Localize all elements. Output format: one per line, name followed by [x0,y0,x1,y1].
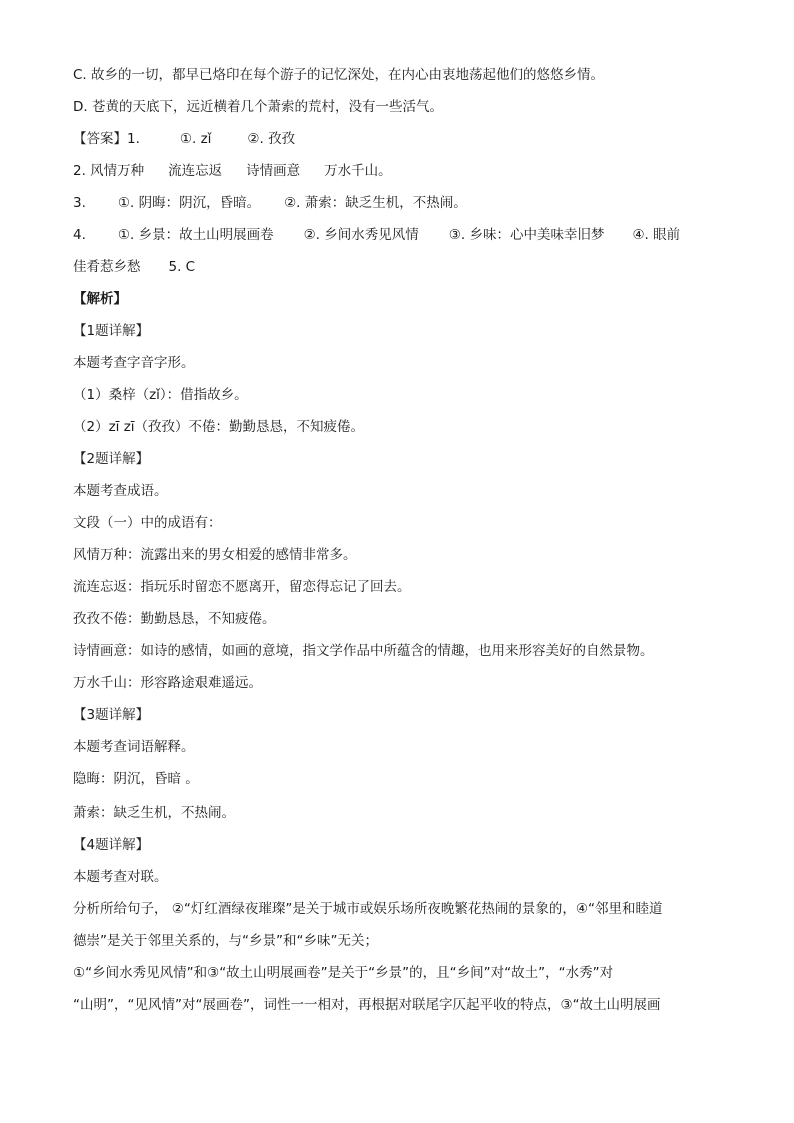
q2-text-f: 诗情画意：如诗的感情，如画的意境，指文学作品中所蕴含的情趣，也用来形容美好的自然景物。 [73,643,654,659]
answer-3a: ①. 阴晦：阴沉，昏暗。 [117,195,261,211]
q4-text-b: 分析所给句子， ②“灯红酒绿夜璀璨”是关于城市或娱乐场所夜晚繁花热闹的景象的，④“邻里和睦道 [73,901,663,917]
q1-text-b: （1）桑梓（zǐ）：借指故乡。 [73,387,248,403]
answer-5: 5. C [168,259,196,275]
q3-text-a: 本题考查词语解释。 [73,739,195,755]
q2-text-e: 孜孜不倦：勤勤恳恳，不知疲倦。 [73,611,276,627]
answer-4a: ①. 乡景：故土山明展画卷 [117,227,274,243]
answer-4d: ④. 眼前 [632,227,681,243]
q1-title: 【1题详解】 [73,323,150,339]
answer-q3-line [73,194,733,212]
q1-text-c: （2）zī zī（孜孜）不倦：勤勤恳恳，不知疲倦。 [73,419,365,435]
answer-q1-line [73,130,733,148]
q3-title: 【3题详解】 [73,707,150,723]
analysis-heading: 【解析】 [73,291,127,307]
answer-4b: ②. 乡间水秀见风情 [303,227,419,243]
answer-label: 【答案】 [73,131,127,147]
answer-4-number: 4. [73,227,86,243]
option-c-line: C. 故乡的一切，都早已烙印在每个游子的记忆深处，在内心由衷地荡起他们的悠悠乡情。 [73,67,605,83]
q2-title: 【2题详解】 [73,451,150,467]
q2-text-c: 风情万种：流露出来的男女相爱的感情非常多。 [73,547,357,563]
answer-1b: ②. 孜孜 [247,131,296,147]
q4-text-c: 德崇”是关于邻里关系的，与“乡景”和“乡味”无关； [73,933,378,949]
q2-text-b: 文段（一）中的成语有： [73,515,222,531]
q2-text-a: 本题考查成语。 [73,483,168,499]
answer-2c: 诗情画意 [246,163,301,179]
q4-text-e: “山明”，“见风情”对“展画卷”，词性一一相对，再根据对联尾字仄起平收的特点，③“故土山明展画 [73,997,661,1013]
answer-1-number: 1. [127,131,140,147]
q4-text-d: ①“乡间水秀见风情”和③“故土山明展画卷”是关于“乡景”的，且“乡间”对“故土”，“水秀”对 [73,965,614,981]
answer-4c: ③. 乡味：心中美味幸旧梦 [448,227,605,243]
q1-text-a: 本题考查字音字形。 [73,355,195,371]
answer-1a: ①. zǐ [179,131,212,147]
q4-text-a: 本题考查对联。 [73,869,168,885]
q3-text-c: 萧索：缺乏生机，不热闹。 [73,805,235,821]
q2-text-g: 万水千山：形容路途艰难遥远。 [73,675,262,691]
option-d-line: D. 苍黄的天底下，远近横着几个萧索的荒村，没有一些活气。 [73,99,443,115]
answer-4e: 佳肴惹乡愁 [73,259,141,275]
answer-q4-line [73,226,733,244]
q4-title: 【4题详解】 [73,837,150,853]
answer-3b: ②. 萧索：缺乏生机，不热闹。 [284,195,467,211]
answer-2b: 流连忘返 [168,163,223,179]
q3-text-b: 隐晦：阴沉，昏暗 。 [73,771,199,787]
answer-q2-line [73,162,733,180]
answer-2a: 2. 风情万种 [73,163,145,179]
q2-text-d: 流连忘返：指玩乐时留恋不愿离开，留恋得忘记了回去。 [73,579,411,595]
answer-3-number: 3. [73,195,86,211]
answer-2d: 万水千山。 [324,163,392,179]
answer-q4-q5-line [73,258,733,276]
